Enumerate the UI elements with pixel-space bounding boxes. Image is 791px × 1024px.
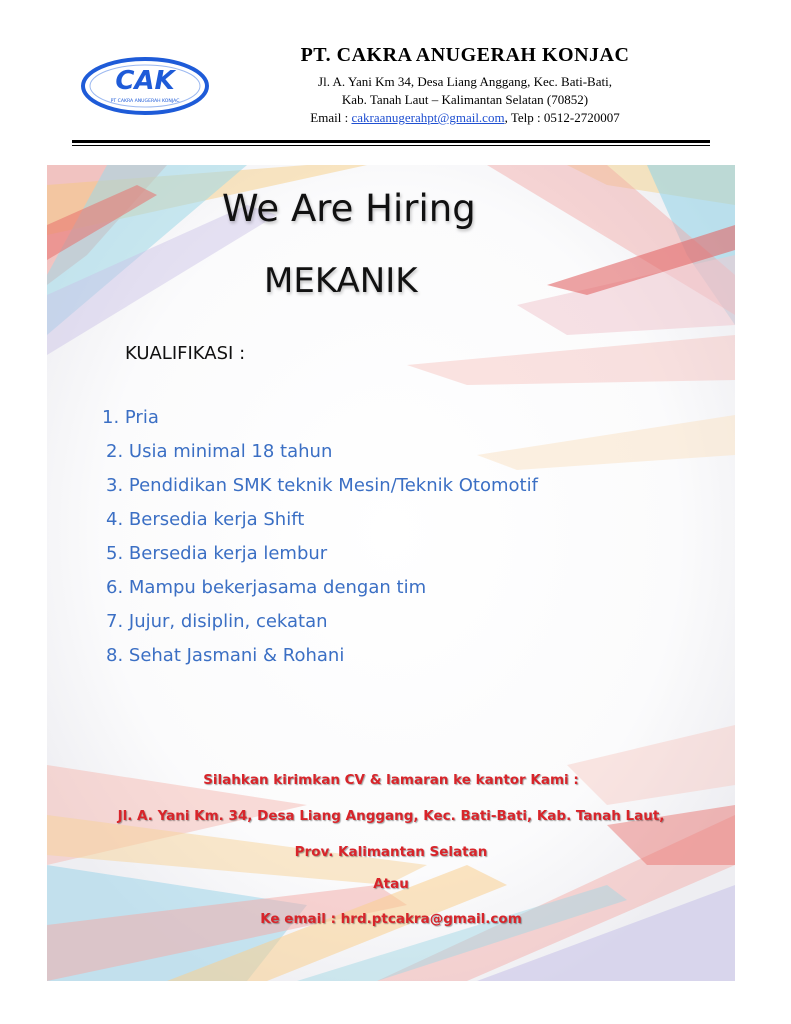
address-line-1: Jl. A. Yani Km 34, Desa Liang Anggang, Kec. Bati-Bati,: [318, 74, 612, 89]
header-rule-thick: [72, 140, 710, 143]
company-logo: [80, 56, 210, 116]
hiring-poster: [47, 165, 735, 981]
contact-instruction: Silahkan kirimkan CV & lamaran ke kantor Kami :: [203, 772, 579, 788]
list-item: 1. Pria: [102, 407, 159, 428]
list-item: 4. Bersedia kerja Shift: [106, 509, 305, 530]
phone-text: , Telp : 0512-2720007: [504, 110, 620, 125]
email-link[interactable]: cakraanugerahpt@gmail.com: [351, 110, 505, 125]
company-name: PT. CAKRA ANUGERAH KONJAC: [300, 44, 630, 66]
header-rule-thin: [72, 145, 710, 146]
contact-province: Prov. Kalimantan Selatan: [294, 844, 488, 860]
headline: We Are Hiring: [222, 187, 476, 230]
list-item: 8. Sehat Jasmani & Rohani: [106, 645, 345, 666]
qualifications-heading: KUALIFIKASI :: [125, 343, 246, 364]
email-label: Email :: [310, 110, 352, 125]
list-item: 5. Bersedia kerja lembur: [106, 543, 328, 564]
contact-address: Jl. A. Yani Km. 34, Desa Liang Anggang, Kec. Bati-Bati, Kab. Tanah Laut,: [117, 808, 665, 824]
logo-tagline: PT CAKRA ANUGERAH KONJAC: [110, 99, 180, 104]
list-item: 3. Pendidikan SMK teknik Mesin/Teknik Otomotif: [106, 475, 538, 496]
contact-email[interactable]: Ke email : hrd.ptcakra@gmail.com: [260, 911, 522, 927]
qualifications-list: [102, 403, 538, 675]
address-line-2: Kab. Tanah Laut – Kalimantan Selatan (70852): [341, 92, 589, 107]
list-item: 7. Jujur, disiplin, cekatan: [106, 611, 328, 632]
list-item: 2. Usia minimal 18 tahun: [106, 441, 333, 462]
contact-or: Atau: [373, 876, 409, 892]
letterhead: [0, 0, 791, 160]
contact-line: [215, 110, 715, 126]
list-item: 6. Mampu bekerjasama dengan tim: [106, 577, 427, 598]
position-title: MEKANIK: [264, 261, 418, 301]
logo-mark: CAK: [115, 66, 175, 96]
